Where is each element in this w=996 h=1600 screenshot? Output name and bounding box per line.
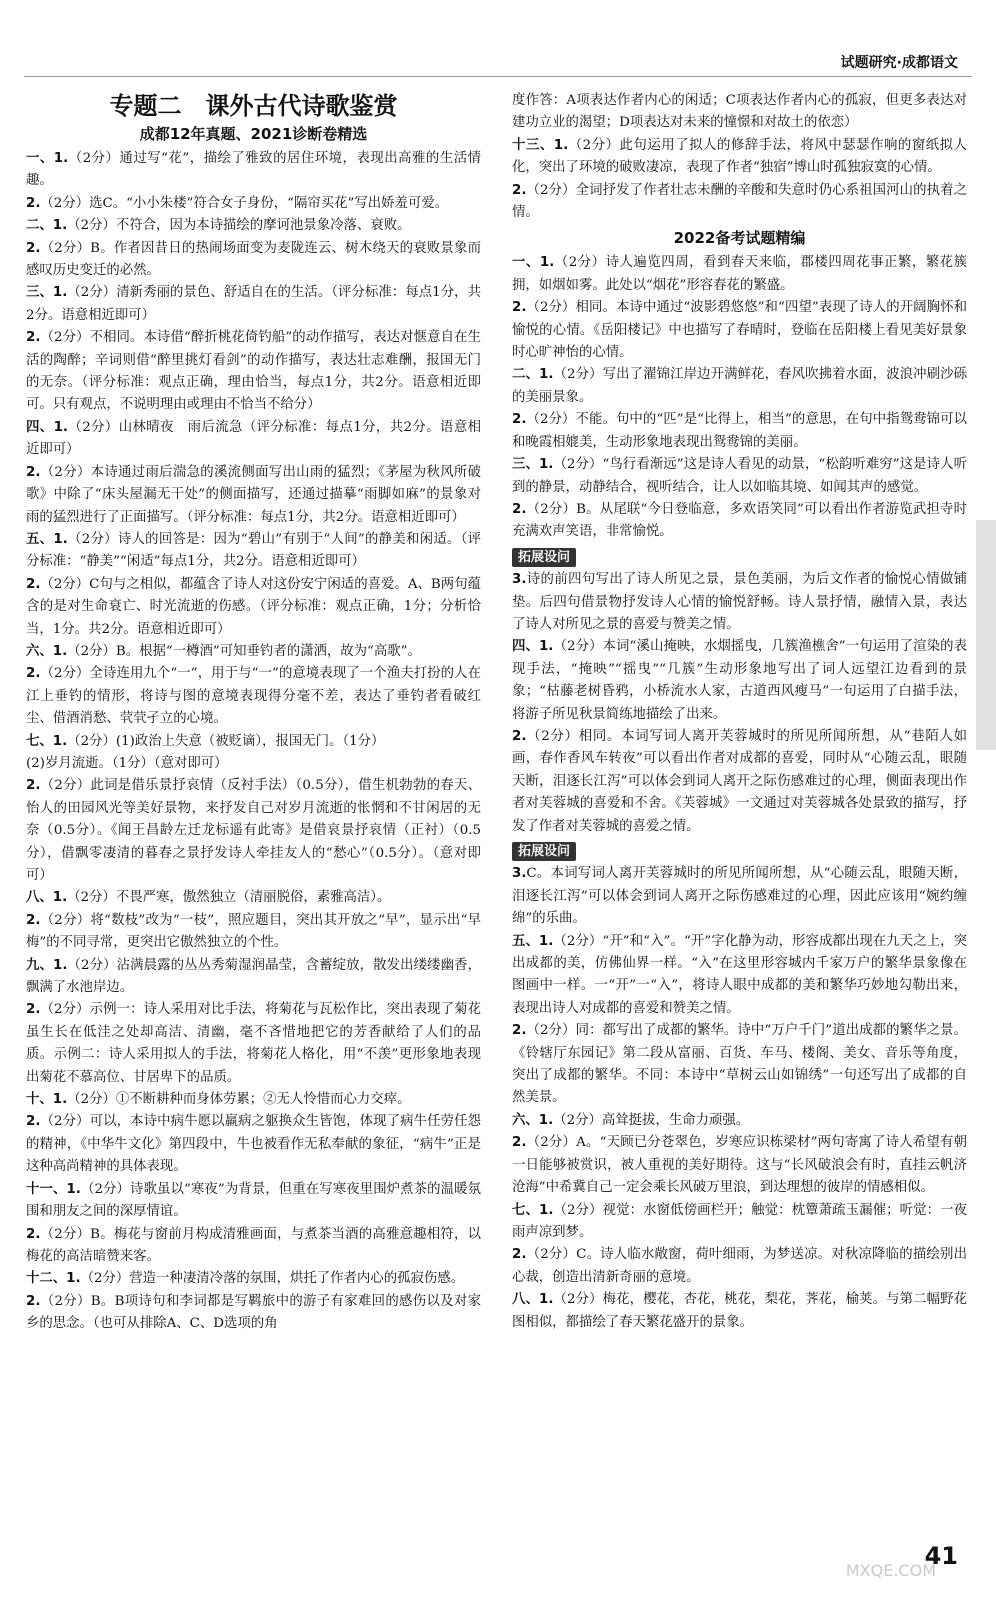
answer-item xyxy=(512,931,967,1021)
answer-number: 2. xyxy=(26,576,41,592)
answer-number: 三、1. xyxy=(26,285,68,301)
left-answer-list xyxy=(26,148,481,1336)
answer-number: 2. xyxy=(26,666,41,682)
answer-number: 2. xyxy=(26,195,41,211)
answer-number: 2. xyxy=(512,182,527,198)
answer-item xyxy=(26,1224,481,1269)
answer-item xyxy=(26,731,481,753)
answer-number: 2. xyxy=(512,1023,527,1039)
answer-item xyxy=(512,180,967,225)
answer-number: 2. xyxy=(512,412,527,428)
answer-text: （2分）全词抒发了作者壮志未酬的辛酸和失意时仍心系祖国河山的执着之情。 xyxy=(512,182,967,221)
answer-number: 四、1. xyxy=(512,639,554,655)
page-number: 41 xyxy=(924,1542,958,1570)
answer-item xyxy=(512,90,967,135)
answer-number: 2. xyxy=(26,1002,41,1018)
answer-text: （2分）B。根据“一樽酒”可知垂钓者的潇洒，故为“高歌”。 xyxy=(67,643,421,659)
answer-text: （2分）通过写“花”，描绘了雅致的居住环境，表现出高雅的生活情趣。 xyxy=(26,151,481,189)
answer-number: 2. xyxy=(26,464,41,480)
answer-text: （2分）梅花，樱花，杏花，桃花，梨花，荠花，榆荚。与第二幅野花图相似，都描绘了春天繁花盛开的景象。 xyxy=(512,1292,967,1330)
answer-item xyxy=(26,910,481,955)
answer-number: 二、1. xyxy=(512,367,554,383)
answer-item xyxy=(512,135,967,180)
answer-text: （2分）高耸挺拔，生命力顽强。 xyxy=(553,1112,750,1128)
answer-item xyxy=(512,409,967,454)
answer-number: 七、1. xyxy=(26,733,68,749)
answer-item xyxy=(512,364,967,409)
answer-text: （2分）相同。本词写词人离开芙蓉城时的所见所闻所想，从“巷陌人如画，春作香风车转夜”可以看出作者对成都的喜爱，同时从“心随云乱，眼随天断，泪逐长江泻”可以体会到词人离开之际伤感难过的心理，侧面表现出作者对芙蓉城的喜爱和不舍。《芙蓉城》一文通过对芙蓉城各处景致的描写，抒发了作者对芙蓉城的喜爱之情。 xyxy=(512,728,967,834)
answer-text: 诗的前四句写出了诗人所见之景，景色美丽，为后文作者的愉悦心情做铺垫。后四句借景物抒发诗人心情的愉悦舒畅。诗人景抒情，融情入景，表达了诗人对所见之景的喜爱与赞美之情。 xyxy=(512,572,967,632)
answer-text: （2分）诗人的回答是：因为“碧山”有别于“人间”的静美和闲适。（评分标准：“静美”“闲适”每点1分，共2分。语意相近即可） xyxy=(26,531,482,570)
answer-item xyxy=(512,297,967,364)
answer-text: （2分）“鸟行看渐远”这是诗人看见的动景，“松韵听难穷”这是诗人听到的静景，动静结合，视听结合，让人以如临其境、如闻其声的感觉。 xyxy=(512,457,967,495)
page-header: 试题研究·成都语文 xyxy=(840,55,958,71)
answer-item xyxy=(512,569,967,636)
answer-item xyxy=(512,1244,967,1289)
answer-number: 2. xyxy=(26,240,41,256)
header-divider xyxy=(24,76,972,77)
answer-item xyxy=(26,574,481,641)
answer-item xyxy=(26,955,481,1000)
answer-text: （2分）(1)政治上失意（被贬谪），报国无门。（1分） xyxy=(67,733,385,749)
right-answer-list-2 xyxy=(512,252,967,543)
answer-item xyxy=(512,1132,967,1199)
answer-item xyxy=(512,726,967,838)
right-column xyxy=(512,90,967,1334)
answer-text: （2分）示例一：诗人采用对比手法，将菊花与瓦松作比，突出表现了菊花虽生长在低洼之处却高洁、清幽，毫不吝惜地把它的芳香献给了人们的品质。示例二：诗人采用拟人的手法，将菊花人格化，用“不羡”更形象地表现出菊花不慕高位、甘居卑下的品质。 xyxy=(26,1002,481,1085)
answer-text: （2分）全诗连用九个“一”，用于与“一”的意境表现了一个渔夫打扮的人在江上垂钓的情形，将诗与图的意境表现得分毫不差，表达了垂钓者看破红尘、借酒消愁、茕茕孑立的心境。 xyxy=(26,666,481,727)
right-answer-list-1 xyxy=(512,90,967,224)
answer-number: 2. xyxy=(512,501,527,517)
answer-text: （2分）①不断耕种而身体劳累；②无人怜惜而心力交瘁。 xyxy=(67,1092,411,1108)
answer-item xyxy=(512,636,967,726)
answer-number: 五、1. xyxy=(512,933,554,949)
answer-item xyxy=(26,641,481,663)
answer-text: （2分）A。“天顾已分苍翠色，岁寒应识栋梁材”两句寄寓了诗人希望有朝一日能够被赏识，被人重视的美好期待。这与“长风破浪会有时，直挂云帆济沧海”中希冀自己一定会乘长风破万里浪，到达理想的彼岸的情感相似。 xyxy=(512,1135,967,1196)
answer-text: （2分）将“数枝”改为“一枝”，照应题目，突出其开放之“早”，显示出“早梅”的不同寻常，更突出它傲然独立的个性。 xyxy=(26,912,481,951)
answer-item xyxy=(26,1268,481,1290)
answer-item xyxy=(26,215,481,237)
answer-number: 2. xyxy=(26,778,41,794)
answer-number: 2. xyxy=(26,912,41,928)
answer-text: （2分）B。B项诗句和李词都是写羁旅中的游子有家难回的感伤以及对家乡的思念。（也可从排除A、C、D选项的角 xyxy=(26,1293,481,1332)
answer-item xyxy=(26,887,481,909)
answer-item xyxy=(512,454,967,499)
answer-number: 六、1. xyxy=(26,643,68,659)
answer-text: （2分）诗歌虽以“寒夜”为背景，但重在写寒夜里围炉煮茶的温暖氛围和朋友之间的深厚情谊。 xyxy=(26,1181,481,1220)
answer-item xyxy=(26,238,481,283)
answer-number: 2. xyxy=(512,1135,527,1151)
section-title: 专题二 课外古代诗歌鉴赏 xyxy=(109,92,398,120)
answer-number: 十一、1. xyxy=(26,1181,81,1197)
answer-text: （2分）沾满晨露的丛丛秀菊湿润晶莹，含蓄绽放，散发出缕缕幽香，飘满了水池岸边。 xyxy=(26,957,481,996)
answer-text: （2分）“开”和“入”。“开”字化静为动，形容成都出现在九天之上，突出成都的美，仿佛仙界一样。“入”在这里形容城内千家万户的繁华景象像在图画中一样。一“开”一“入”，将诗人眼中成都的美和繁华巧妙地勾勒出来，表现出诗人对成都的喜爱和赞美之情。 xyxy=(512,933,968,1016)
answer-number: 十二、1. xyxy=(26,1271,81,1287)
answer-item xyxy=(26,663,481,730)
answer-item xyxy=(26,753,481,775)
answer-number: 3. xyxy=(512,866,527,882)
answer-item xyxy=(26,282,481,327)
answer-text: （2分）本诗通过雨后湍急的溪流侧面写出山雨的猛烈；《茅屋为秋风所破歌》中除了“床头屋漏无干处”的侧面描写，还通过描摹“雨脚如麻”的景象对雨的猛烈进行了正面描写。（评分标准：每点1分，共2分。语意相近即可） xyxy=(26,464,481,525)
answer-item xyxy=(26,193,481,215)
answer-item xyxy=(26,1089,481,1111)
answer-text: （2分）C句与之相似，都蕴含了诗人对这份安宁闲适的喜爱。A、B两句蕴含的是对生命衰亡、时光流逝的伤感。（评分标准：观点正确，1分；分析恰当，1分。共2分。语意相近即可） xyxy=(26,576,481,637)
answer-item xyxy=(26,529,481,574)
answer-item xyxy=(26,462,481,529)
answer-text: （2分）本词“溪山掩映，水烟摇曳，几簇渔樵舍”一句运用了渲染的表现手法，“掩映”“摇曳”“几簇”生动形象地写出了词人远望江边看到的景象；“枯藤老树昏鸦，小桥流水人家，古道西风瘦马”一句运用了白描手法，将游子所见秋景简练地描绘了出来。 xyxy=(512,639,968,722)
answer-text: （2分）视觉：水窗低傍画栏开；触觉：枕簟萧疏玉漏催；听觉：一夜雨声凉到梦。 xyxy=(512,1202,967,1240)
answer-text: (2)岁月流逝。（1分）（意对即可） xyxy=(26,755,228,771)
answer-number: 2. xyxy=(512,1247,527,1263)
answer-item xyxy=(26,1291,481,1336)
answer-item xyxy=(26,1179,481,1224)
answer-text: （2分）B。梅花与窗前月构成清雅画面，与煮茶当酒的高雅意趣相符，以梅花的高洁暗赞来客。 xyxy=(26,1226,481,1264)
answer-item xyxy=(26,999,481,1089)
answer-number: 一、1. xyxy=(26,151,69,166)
answer-number: 十三、1. xyxy=(512,137,569,153)
answer-item xyxy=(512,1110,967,1132)
answer-text: （2分）可以，本诗中病牛愿以羸病之躯换众生皆饱，体现了病牛任劳任怨的精神，《中华牛文化》第四段中，牛也被看作无私奉献的象征，“病牛”正是这种高尚精神的具体表现。 xyxy=(26,1114,481,1175)
answer-number: 八、1. xyxy=(512,1292,554,1308)
answer-text: （2分）此词是借乐景抒哀情（反衬手法）（0.5分），借生机勃勃的春天、怡人的田园风光等美好景物，来抒发自己对岁月流逝的怅惘和不甘闲居的无奈（0.5分）。《闻王昌龄左迁龙标遥有此寄》是借哀景抒哀情（正衬）（0.5分），借飘零凄清的暮春之景抒发诗人牵挂友人的“愁心”（0.5分）。（意对即可） xyxy=(26,778,481,883)
section-subtitle: 成都12年真题、2021诊断卷精选 xyxy=(139,125,368,143)
extension-badge: 拓展设问 xyxy=(512,842,576,861)
extension-badge: 拓展设问 xyxy=(512,548,576,567)
answer-item xyxy=(512,1020,967,1110)
left-column xyxy=(26,90,481,1336)
answer-item xyxy=(512,252,967,297)
answer-number: 八、1. xyxy=(26,890,68,906)
answer-number: 五、1. xyxy=(26,531,68,547)
answer-number: 七、1. xyxy=(512,1202,554,1218)
answer-text: （2分）C。诗人临水敞窗，荷叶细雨，为梦送凉。对秋凉降临的描绘别出心裁，创造出清新奇丽的意境。 xyxy=(512,1247,967,1285)
answer-number: 2. xyxy=(26,1293,41,1309)
answer-text: （2分）山林晴夜 雨后流急（评分标准：每点1分，共2分。语意相近即可） xyxy=(26,419,481,458)
answer-text: （2分）写出了濯锦江岸边开满鲜花，春风吹拂着水面，波浪冲刷沙砾的美丽景象。 xyxy=(512,367,967,405)
right-answer-list-3 xyxy=(512,569,967,838)
answer-item xyxy=(26,327,481,417)
answer-number: 2. xyxy=(512,300,527,316)
answer-text: （2分）诗人遍览四周，看到春天来临，郡楼四周花事正繁，繁花簇拥，如烟如雾。此处以“烟花”形容春花的繁盛。 xyxy=(512,255,967,293)
answer-text: （2分）清新秀丽的景色、舒适自在的生活。（评分标准：每点1分，共2分。语意相近即可） xyxy=(26,285,481,323)
answer-text: （2分）B。作者因昔日的热闹场面变为麦陇连云、树木绕天的衰败景象而感叹历史变迁的必然。 xyxy=(26,240,481,279)
answer-item xyxy=(512,1289,967,1334)
answer-item xyxy=(512,863,967,930)
answer-text: （2分）此句运用了拟人的修辞手法，将风中瑟瑟作响的窗纸拟人化，突出了环境的破败凄凉，表现了作者“独宿”博山时孤独寂寞的心情。 xyxy=(512,137,967,176)
answer-text: （2分）同：都写出了成都的繁华。诗中“万户千门”道出成都的繁华之景。《铃辖厅东园记》第二段从富丽、百货、车马、楼阁、美女、音乐等角度，突出了成都的繁华。不同：本诗中“草树云山如锦绣”一句还写出了成都的自然美景。 xyxy=(512,1023,967,1106)
answer-text: （2分）不能。句中的“匹”是“比得上，相当”的意思，在句中指鸳鸯锦可以和晚霞相媲美，生动形象地表现出鸳鸯锦的美丽。 xyxy=(512,412,967,450)
answer-item xyxy=(512,1200,967,1245)
answer-text: （2分）选C。“小小朱楼”符合女子身份，“隔帘买花”写出娇羞可爱。 xyxy=(40,195,449,211)
answer-number: 2. xyxy=(512,728,527,744)
answer-number: 四、1. xyxy=(26,419,68,435)
right-answer-list-4 xyxy=(512,863,967,1334)
answer-text: （2分）相同。本诗中通过“波影碧悠悠”和“四望”表现了诗人的开阔胸怀和愉悦的心情。《岳阳楼记》中也描写了春晴时，登临在岳阳楼上看见美好景象时心旷神怡的心情。 xyxy=(512,300,967,361)
answer-number: 九、1. xyxy=(26,957,68,973)
answer-number: 2. xyxy=(26,1114,41,1130)
answer-number: 三、1. xyxy=(512,457,554,473)
answer-number: 二、1. xyxy=(26,218,68,234)
answer-number: 3. xyxy=(512,572,527,588)
answer-item xyxy=(512,499,967,544)
answer-item xyxy=(26,775,481,887)
answer-text: （2分）B。从尾联“今日登临意，多欢语笑同”可以看出作者游览武担寺时充满欢声笑语，非常愉悦。 xyxy=(512,501,967,540)
answer-number: 六、1. xyxy=(512,1112,554,1128)
answer-text: （2分）不符合，因为本诗描绘的摩诃池景象冷落、衰败。 xyxy=(67,218,411,234)
answer-number: 2. xyxy=(26,1226,41,1242)
answer-item xyxy=(26,1111,481,1178)
side-tab xyxy=(976,520,996,750)
watermark: MXQE.COM xyxy=(845,1561,936,1580)
answer-number: 2. xyxy=(26,330,41,346)
answer-number: 十、1. xyxy=(26,1092,68,1108)
answer-text: 度作答：A项表达作者内心的闲适；C项表达作者内心的孤寂，但更多表达对建功立业的渴望；D项表达对未来的憧憬和对故土的依恋） xyxy=(512,93,967,131)
answer-item xyxy=(26,417,481,462)
answer-text: C。本词写词人离开芙蓉城时的所见所闻所想，从“心随云乱，眼随天断，泪逐长江泻”可以体会到词人离开之际伤感难过的心理，因此应该用“婉约缠绵”的乐曲。 xyxy=(512,866,967,927)
section-subtitle-2022: 2022备考试题精编 xyxy=(673,229,806,248)
answer-text: （2分）不相同。本诗借“醉折桃花倚钓船”的动作描写，表达对惬意自在生活的陶醉；辛词则借“醉里挑灯看剑”的动作描写，表达壮志难酬，报国无门的无奈。（评分标准：观点正确，理由恰当，每点1分，共2分。语意相近即可。只有观点，不说明理由或理由不恰当不给分） xyxy=(26,330,481,413)
answer-item xyxy=(26,148,481,193)
answer-text: （2分）营造一种凄清冷落的氛围，烘托了作者内心的孤寂伤感。 xyxy=(80,1271,465,1287)
answer-text: （2分）不畏严寒，傲然独立（清丽脱俗，素雅高洁）。 xyxy=(67,890,391,906)
answer-number: 一、1. xyxy=(512,255,555,271)
